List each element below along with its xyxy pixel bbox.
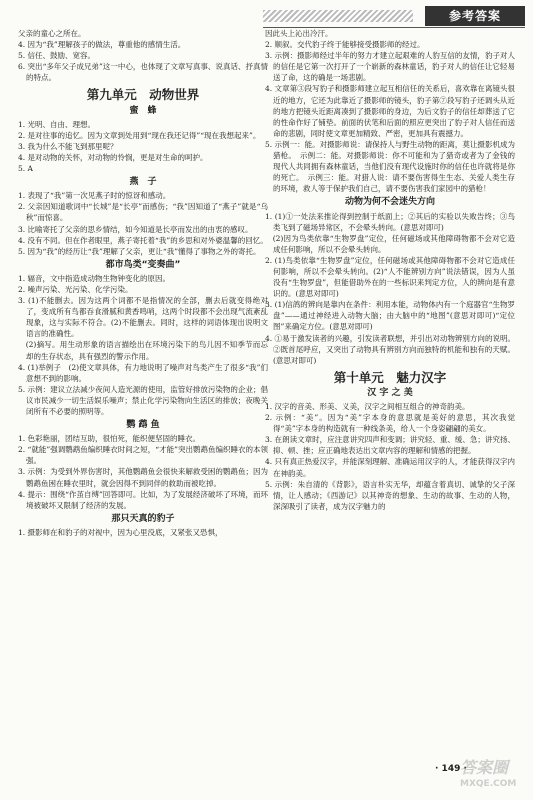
answer-paragraph: 因此头上沁出冷汗。	[265, 29, 333, 38]
answer-paragraph: 1. 色彩艳丽，团结互助，很怕死，能织便坚固的睡衣。	[18, 434, 201, 444]
watermark-logo	[460, 760, 528, 794]
answer-paragraph: 1. 摄影师在和豹子的对视中，因为心里没底，又紧张又恐惧，	[18, 527, 223, 537]
section-title: 蜜 蜂	[129, 105, 157, 116]
answer-paragraph: 3. (1)信鸽的辨向是靠内在条件：利用本能，动物体内有一个庭器官“生物罗盘”——通过神经进入动物大脑；由大脑中的“地图”(意思对即可)“定位图”来确定方位。(意思对即可)	[265, 300, 515, 332]
answer-paragraph: 父亲的童心之所在。	[18, 29, 86, 38]
unit-title: 第九单元 动物世界	[86, 87, 200, 103]
answer-paragraph: 4. 没有不同。但在作者眼里，燕子寄托着“我”的乡思和对外婆温馨的回忆。	[18, 235, 268, 245]
answer-paragraph: 4. 只有真正热爱汉字，并能深刻理解、准确运用汉字的人，才能获得汉字内在神韵美。	[265, 457, 515, 478]
answer-paragraph: 6. 突出“多年父子成兄弟”这一中心，也体现了文章写真事、说真话、抒真情的特点。	[18, 62, 268, 83]
section-title: 那只天真的豹子	[111, 513, 175, 524]
answer-paragraph: 3. 比喻寄托了父亲的思乡情结，如今知道是长亭而发出的由衷的感叹。	[18, 224, 253, 234]
answer-paragraph: 5. 因为“我”的经历让“我”理解了父亲，更让“我”懂得了事物之外的寄托。	[18, 246, 261, 256]
answer-paragraph: 4. 提示：围绕“作茧自缚”回答即可。比如，为了发展经济破坏了环境，而环境被破坏又限制了经济的发展。	[18, 489, 268, 510]
answer-paragraph: 1. 汉字的音美、形美、义美，汉字之间相互组合的神奇韵美。	[265, 402, 470, 411]
answer-paragraph: 3. (1)不能删去。因为这两个词都不是指情况的全部，删去后就变得绝对了，变成所有鸟都吞食滑腻和黄香鸣哨，这两个时段都不会出现气流紊乱现象，这与实际不符合。(2)不能删去。同时，这样的词语体现出说明文语言的准确性。	[18, 296, 268, 339]
answer-paragraph: 5. 信任、鼓励、宽容。	[18, 51, 96, 61]
page-number: · 149 ·	[435, 764, 467, 774]
answer-paragraph: 1. 辐音，文中指造成动物生物钟变化的原因。	[18, 273, 171, 283]
answer-paragraph: 2. 是对往事的追忆。因为文章到处用到“现在我还记得”“现在我想起来”。	[18, 130, 261, 140]
answer-paragraph: 3. 示例：为受到外界伤害时，其他鹦鹉鱼会很快来解救受困的鹦鹉鱼；因为鹦鹉鱼困在睡衣里时，就会因得不到同伴的救助而被吃掉。	[18, 467, 268, 488]
answer-paragraph: 4. (1)举例子 (2)使文章具体，有力地说明了噪声对鸟类产生了很多“我”们意想不到的影响。	[18, 362, 268, 383]
watermark-text: 答案圈	[460, 758, 509, 777]
answer-paragraph: 2. (1)鸟类依靠“生物罗盘”定位，任何磁场或其他障碍物都不会对它造成任何影响，所以不会晕头转向。(2)“人不能辨别方向”说法错误，因为人虽没有“生物罗盘”，但能借助外在的一些标识来判定方位，人的辨向是有意识的。(意思对即可)	[265, 255, 515, 299]
answer-paragraph: 1. 表现了“我”第一次见燕子时的惊讶和感动。	[18, 191, 171, 201]
answer-paragraph: 3. 在朗读文章时，应注意讲究四声和变调；讲究轻、重、缓、急；讲究扬、抑、顿、挫；应正确地表达出文章内容的理解和情感的把握。	[265, 435, 515, 456]
answer-paragraph: 3. 我为什么不能飞到那里呢？	[18, 141, 118, 151]
answer-paragraph: (2)摘写。用生动形象的语言描绘出在环境污染下的鸟儿因不知季节而忘却的生存状态，具有强烈的警示作用。	[18, 340, 268, 361]
answer-paragraph: 2. “就能”强调鹦鹉鱼编织睡衣时间之短，“才能”突出鹦鹉鱼编织睡衣的本领强。	[18, 445, 268, 466]
answer-paragraph: 3. 示例：摄影师经过半年的努力才建立起艰难的人豹互信的友情，豹子对人的信任是它第一次打开了一个崭新的森林童话，豹子对人的信任让它轻易送了命，这的确是一场悲剧。	[265, 51, 515, 83]
answer-paragraph: 5. 示例：朱自清的《背影》，语言朴实无华，却蕴含着真切、诚挚的父子深情，让人感动；《西游记》以其神奇的想象、生动的故事、生动的人物，深深吸引了读者，成为汉字魅力的	[265, 479, 515, 511]
header-decoration	[263, 10, 413, 22]
answer-paragraph: 2. 父亲因知道歌词中“长城”是“长亭”而感伤；“我”因知道了“燕子”就是“乌秋”而惊喜。	[18, 202, 268, 223]
answer-paragraph: 4. 文章第③段写豹子和摄影师建立起互相信任的关系后，喜欢靠在离镜头很近的地方，它还为此靠近了摄影师的镜头，豹子第⑦段写豹子还调头从近的地方把镜头近距离凑到了摄影师的身边，为后文豹子的信任却葬送了它的性命作好了铺垫。前面的伏笔和后面的照应更突出了豹子对人信任而送命的悲剧，同时使文章更加精致、严密，更加具有震撼力。	[265, 84, 515, 138]
section-title: 鹦 鹉 鱼	[126, 420, 160, 431]
answer-paragraph: 1. (1)①一处法来推论得到控制于纸面上；②其后的实验以失败告终；③鸟类飞到了磁场异常区，不会晕头转向。(意思对即可)	[265, 211, 515, 232]
answer-paragraph: 5. 示例：建议立法减少夜间人造光源的使用，监管好排放污染物的企业；倡议市民减少一切生活娱乐噪声；禁止化学污染物向生活区的排放；夜晚关闭所有不必要的照明等。	[18, 384, 268, 416]
answer-paragraph: 5. 示例一：能。对摄影师说：请保持人与野生动物的距离，莫让摄影机成为猎枪。 示例二：能。对摄影师说：你不可能和为了猎奇或者为了金钱的现代人共同拥有森林童话，当他们没有现代设施时你的信任也许就将是你的死亡。 示例三：能。对猎人说：请不要伤害得生生态、关爱人类生存的环境，救人等于保护我们自己，请不要伤害我们家园中的猎枪！	[265, 139, 515, 194]
left-column	[18, 28, 268, 538]
answer-paragraph: 4. 是对动物的关怀，对动物的怜悯，更是对生命的呵护。	[18, 152, 208, 162]
section-title: 都市鸟类“变奏曲”	[105, 259, 181, 270]
answer-paragraph: 5. A	[18, 164, 33, 174]
header-title: 参考答案	[425, 6, 525, 26]
answer-paragraph: 2. 顺叙。交代豹子终于能够接受摄影师的经过。	[265, 40, 425, 50]
section-title: 燕 子	[129, 177, 157, 188]
answer-paragraph: 2. 噪声污染、光污染、化学污染。	[18, 284, 133, 294]
answer-paragraph: 1. 光明、自由、理想。	[18, 119, 96, 129]
section-title: 动物为何不会迷失方向	[344, 197, 435, 208]
watermark-url: MXQE.COM	[460, 779, 517, 789]
answer-paragraph: 4. 因为“我”理解孩子的做法，尊重他的感情生活。	[18, 40, 186, 50]
answer-paragraph: 4. ①易于激发读者的兴趣，引发读者联想，并引出对动物辨别方向的说明。②既首尾呼应，又突出了动物具有辨别方向而独特的机能和独有的天赋。(意思对即可)	[265, 333, 515, 365]
section-title: 汉 字 之 美	[367, 387, 413, 398]
answer-paragraph: 2. 示例：“美”。因为“美”字本身的意思就是美好的意思，其次我觉得“美”字本身的构造就有一种线条美，给人一个身姿翩翩的美女。	[265, 413, 515, 434]
answer-paragraph: (2)因为鸟类依靠“生物罗盘”定位，任何磁场或其他障碍物都不会对它造成任何影响，所以不会晕头转向。	[265, 233, 515, 254]
page-header	[263, 6, 525, 28]
unit-title: 第十单元 魅力汉字	[333, 369, 447, 385]
right-column	[265, 28, 515, 512]
